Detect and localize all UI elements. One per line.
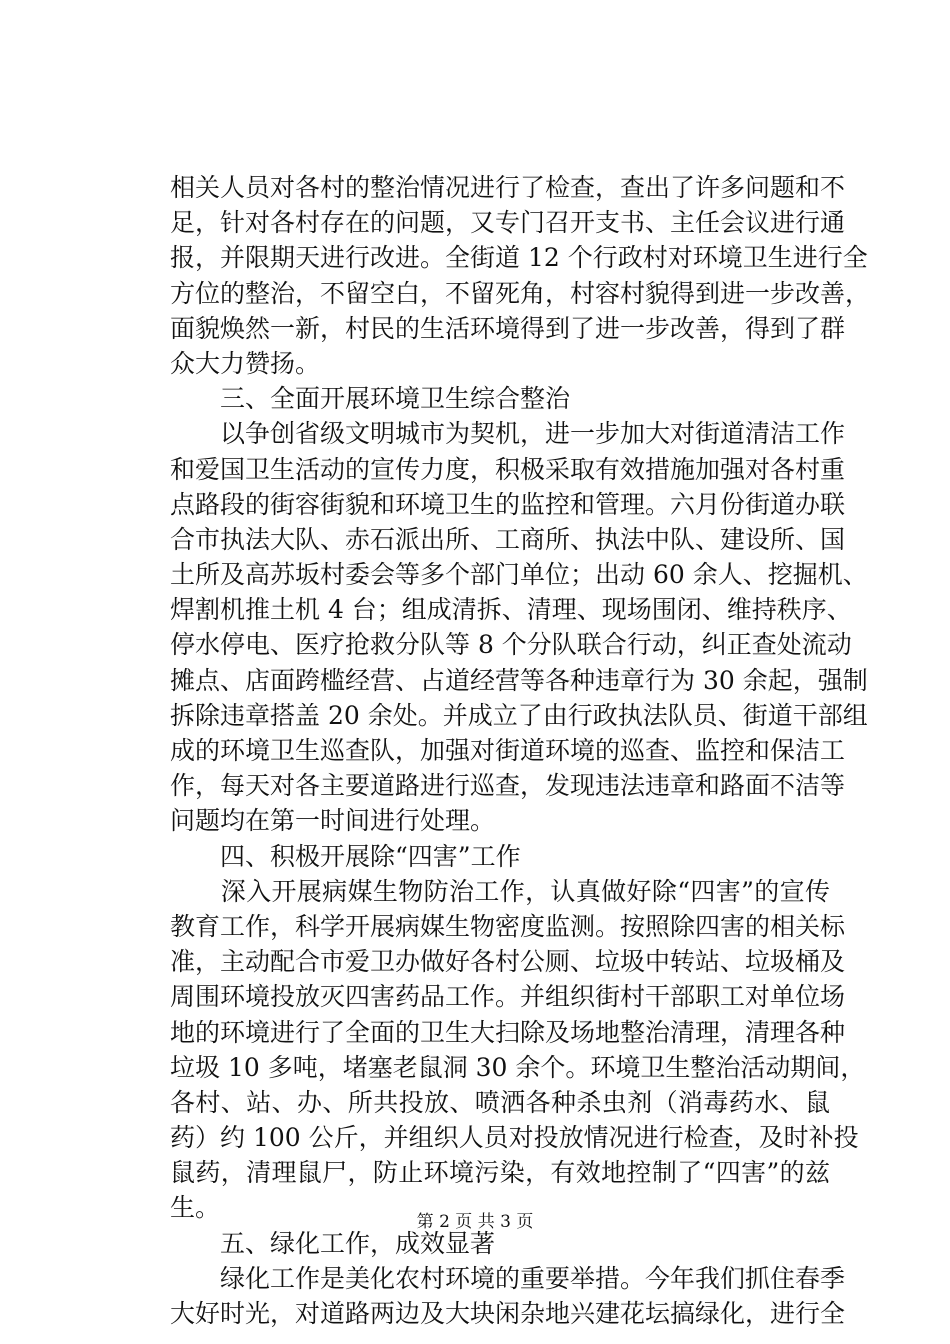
text-line: 教育工作，科学开展病媒生物密度监测。按照除四害的相关标: [170, 911, 846, 941]
text-line: 点路段的街容街貌和环境卫生的监控和管理。六月份街道办联: [170, 489, 846, 519]
text-line: 各村、站、办、所共投放、喷洒各种杀虫剂（消毒药水、鼠: [170, 1087, 830, 1117]
text-line: 生。: [170, 1193, 221, 1223]
text-line: 方位的整治，不留空白，不留死角，村容村貌得到进一步改善，: [170, 278, 871, 308]
text-line: 问题均在第一时间进行处理。: [170, 806, 496, 836]
text-line: 摊点、店面跨槛经营、占道经营等各种违章行为 30 余起，强制: [170, 665, 868, 695]
text-line: 土所及高苏坂村委会等多个部门单位；出动 60 余人、挖掘机、: [170, 560, 868, 590]
text-line: 鼠药，清理鼠尸，防止环境污染，有效地控制了“四害”的兹: [170, 1158, 830, 1188]
text-line: 面貌焕然一新，村民的生活环境得到了进一步改善，得到了群: [170, 313, 846, 343]
text-line: 拆除违章搭盖 20 余处。并成立了由行政执法队员、街道干部组: [170, 700, 868, 730]
text-line: 众大力赞扬。: [170, 348, 321, 378]
text-line: 地的环境进行了全面的卫生大扫除及场地整治清理，清理各种: [170, 1017, 846, 1047]
text-line: 深入开展病媒生物防治工作，认真做好除“四害”的宣传: [170, 876, 830, 906]
section-heading: 四、积极开展除“四害”工作: [170, 841, 521, 871]
text-line: 药）约 100 公斤，并组织人员对投放情况进行检查，及时补投: [170, 1123, 859, 1153]
text-line: 大好时光，对道路两边及大块闲杂地兴建花坛搞绿化，进行全: [170, 1299, 846, 1328]
text-line: 作，每天对各主要道路进行巡查，发现违法违章和路面不洁等: [170, 771, 846, 801]
text-line: 相关人员对各村的整治情况进行了检查，查出了许多问题和不: [170, 173, 846, 202]
text-line: 成的环境卫生巡查队，加强对街道环境的巡查、监控和保洁工: [170, 736, 846, 765]
text-line: 准，主动配合市爱卫办做好各村公厕、垃圾中转站、垃圾桶及: [170, 947, 846, 977]
document-body: [170, 170, 871, 1331]
text-line: 以争创省级文明城市为契机，进一步加大对街道清洁工作: [170, 419, 846, 449]
text-line: 足，针对各村存在的问题，又专门召开支书、主任会议进行通: [170, 208, 846, 238]
text-line: 和爱国卫生活动的宣传力度，积极采取有效措施加强对各村重: [170, 454, 846, 484]
section-heading: 五、绿化工作，成效显著: [170, 1228, 496, 1258]
text-line: 合市执法大队、赤石派出所、工商所、执法中队、建设所、国: [170, 524, 846, 554]
page-number-footer: 第 2 页 共 3 页: [416, 1212, 534, 1232]
section-heading: 三、全面开展环境卫生综合整治: [170, 384, 571, 414]
text-line: 垃圾 10 多吨，堵塞老鼠洞 30 余个。环境卫生整治活动期间，: [170, 1052, 866, 1082]
text-line: 停水停电、医疗抢救分队等 8 个分队联合行动，纠正查处流动: [170, 630, 852, 660]
text-line: 绿化工作是美化农村环境的重要举措。今年我们抓住春季: [170, 1263, 846, 1293]
text-line: 焊割机推土机 4 台；组成清拆、清理、现场围闭、维持秩序、: [170, 595, 852, 625]
text-line: 周围环境投放灭四害药品工作。并组织街村干部职工对单位场: [170, 982, 846, 1012]
text-line: 报，并限期天进行改进。全街道 12 个行政村对环境卫生进行全: [170, 243, 868, 273]
